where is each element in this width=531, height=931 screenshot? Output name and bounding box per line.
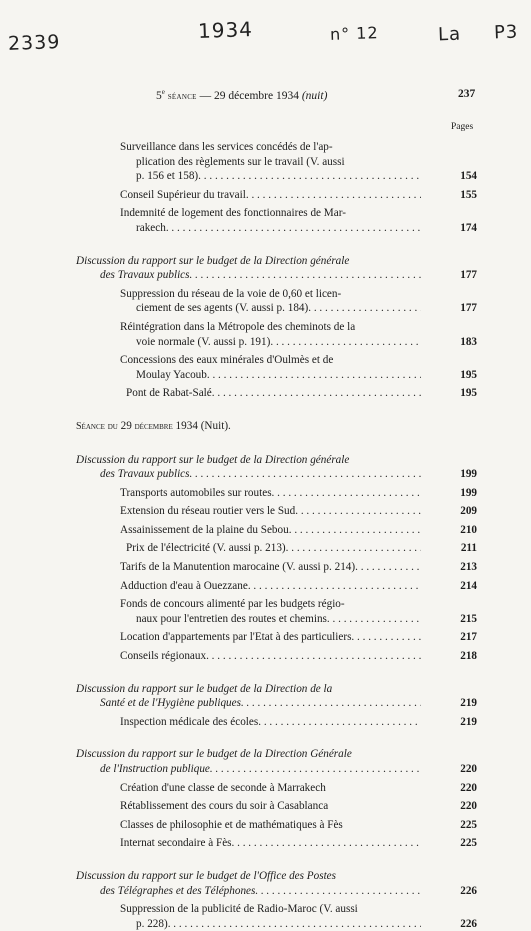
entry-page: 220 [456, 799, 477, 814]
handwritten-year: 1934 [197, 17, 254, 43]
entry-page: 220 [456, 781, 477, 796]
entry-text: Inspection médicale des écoles . . . [120, 715, 421, 730]
seance-word: séance [167, 90, 197, 102]
entry-text-cont: Moulay Yacoub . . . [120, 368, 421, 383]
entry-text: Tarifs de la Manutention marocaine (V. aussi p. 214) . . . [120, 560, 421, 575]
entry-text: Prix de l'électricité (V. aussi p. 213) . . . [126, 541, 421, 556]
entry-text: Conseils régionaux . . . [120, 649, 421, 664]
section-title: Discussion du rapport sur le budget de la Direction Générale [76, 748, 352, 761]
entry-text: Classes de philosophie et de mathématiques à Fès [120, 818, 343, 831]
entry-text: Suppression du réseau de la voie de 0,60 et licen- [120, 287, 342, 300]
toc-entry [0, 836, 531, 851]
entry-page: 215 [456, 612, 477, 627]
seance-word: Séance [76, 420, 105, 432]
entry-text: Adduction d'eau à Ouezzane . . . [120, 579, 421, 594]
entry-page: 209 [456, 504, 477, 519]
section-title: Discussion du rapport sur le budget de la Direction générale [76, 254, 350, 267]
toc-entry [0, 140, 531, 184]
entry-text-cont: rakech . . . [120, 221, 421, 236]
toc-entry [0, 597, 531, 626]
entry-text: Rétablissement des cours du soir à Casablanca [120, 800, 329, 813]
toc-entry [0, 799, 531, 814]
toc-section [0, 254, 531, 283]
seance-date: 29 [120, 419, 132, 432]
toc-entry [0, 902, 531, 931]
section-page: 219 [456, 696, 477, 711]
header-nuit: (nuit) [301, 89, 328, 102]
entry-page: 210 [456, 523, 477, 538]
entry-text-cont: ciement de ses agents (V. aussi p. 184) . . . [120, 301, 421, 316]
toc-entry [0, 386, 531, 401]
header-date: — 29 décembre 1934 [199, 89, 299, 102]
toc-entry [0, 287, 531, 316]
entry-page: 195 [456, 368, 477, 383]
entry-text-cont: voie normale (V. aussi p. 191) . . . [120, 335, 421, 350]
entry-text: Assainissement de la plaine du Sebou . . . [120, 523, 421, 538]
entry-text: Indemnité de logement des fonctionnaires de Mar- [120, 207, 346, 220]
toc-entry [0, 781, 531, 796]
toc-entry [0, 579, 531, 594]
section-title: Discussion du rapport sur le budget de la Direction générale [76, 453, 350, 466]
toc-entry [0, 630, 531, 645]
entry-text: Création d'une classe de seconde à Marrakech [120, 781, 326, 794]
entry-page: 183 [456, 335, 477, 350]
header-title [156, 88, 327, 102]
running-header [0, 88, 531, 106]
entry-page: 225 [456, 836, 477, 851]
pages-column-label: Pages [451, 122, 474, 132]
entry-text: Fonds de concours alimenté par les budgets régio- [120, 598, 345, 611]
section-title-cont: des Travaux publics . . . [76, 467, 421, 482]
seance-rest: 1934 (Nuit). [175, 419, 231, 432]
entry-page: 217 [456, 630, 477, 645]
seance-du: du [107, 420, 118, 432]
entry-text: Pont de Rabat-Salé . . . [126, 386, 421, 401]
toc-section [0, 869, 531, 898]
entry-page: 199 [456, 486, 477, 501]
entry-text: Transports automobiles sur routes . . . [120, 486, 421, 501]
entry-text: Réintégration dans la Métropole des cheminots de la [120, 320, 356, 333]
header-page-number: 237 [458, 88, 476, 100]
toc-entry [0, 649, 531, 664]
entry-text: Conseil Supérieur du travail . . . [120, 188, 421, 203]
handwritten-code-b: P3 [493, 21, 519, 44]
handwritten-reference: 2339 [7, 31, 61, 55]
toc-entry [0, 818, 531, 833]
entry-text-cont: p. 228) . . . [120, 917, 421, 931]
toc-section [0, 747, 531, 776]
entry-text: Internat secondaire à Fès . . . [120, 836, 421, 851]
seance-month: décembre [134, 420, 173, 432]
section-title-cont: Santé et de l'Hygiène publiques . . . [76, 696, 421, 711]
section-title-cont: des Travaux publics . . . [76, 268, 421, 283]
section-title-cont: des Télégraphes et des Téléphones . . . [76, 884, 421, 899]
entry-page: 226 [456, 917, 477, 931]
section-page: 220 [456, 762, 477, 777]
toc-entry [0, 541, 531, 556]
section-title: Discussion du rapport sur le budget de l'Office des Postes [76, 869, 336, 882]
toc-entry [0, 715, 531, 730]
toc-entry [0, 353, 531, 382]
entry-page: 218 [456, 649, 477, 664]
toc-entry [0, 504, 531, 519]
entry-text: Extension du réseau routier vers le Sud . . . [120, 504, 421, 519]
entry-text-cont: p. 156 et 158) . . . [120, 169, 421, 184]
toc-section [0, 682, 531, 711]
entry-page: 211 [457, 541, 477, 556]
section-page: 199 [456, 467, 477, 482]
handwritten-number: n° 12 [329, 23, 379, 44]
entry-text: Surveillance dans les services concédés de l'ap- [120, 141, 333, 153]
entry-text-cont: plication des règlements sur le travail (V. aussi [136, 155, 345, 168]
toc-entry [0, 486, 531, 501]
entry-text-cont: naux pour l'entretien des routes et chemins . . . [120, 612, 421, 627]
entry-page: 155 [456, 188, 477, 203]
section-page: 177 [456, 268, 477, 283]
toc-entry [0, 523, 531, 538]
seance-sup: e [161, 88, 165, 96]
entry-text: Location d'appartements par l'Etat à des particuliers . . . [120, 630, 421, 645]
toc-entry [0, 320, 531, 349]
entry-page: 154 [456, 169, 477, 184]
entry-text: Concessions des eaux minérales d'Oulmès et de [120, 354, 334, 367]
section-page: 226 [456, 884, 477, 899]
toc-section [0, 453, 531, 482]
entry-page: 213 [456, 560, 477, 575]
table-of-contents [0, 140, 531, 931]
handwritten-code-a: La [437, 23, 462, 46]
toc-entry [0, 560, 531, 575]
entry-page: 177 [456, 301, 477, 316]
entry-page: 174 [456, 221, 477, 236]
seance-heading [0, 419, 531, 435]
entry-text: Suppression de la publicité de Radio-Maroc (V. aussi [120, 903, 358, 916]
seance-number: 5 [156, 89, 162, 102]
entry-page: 214 [456, 579, 477, 594]
entry-page: 219 [456, 715, 477, 730]
toc-entry [0, 206, 531, 235]
section-title: Discussion du rapport sur le budget de la Direction de la [76, 682, 333, 695]
section-title-cont: de l'Instruction publique . . . [76, 762, 421, 777]
entry-page: 225 [456, 818, 477, 833]
entry-page: 195 [456, 386, 477, 401]
toc-entry [0, 188, 531, 203]
